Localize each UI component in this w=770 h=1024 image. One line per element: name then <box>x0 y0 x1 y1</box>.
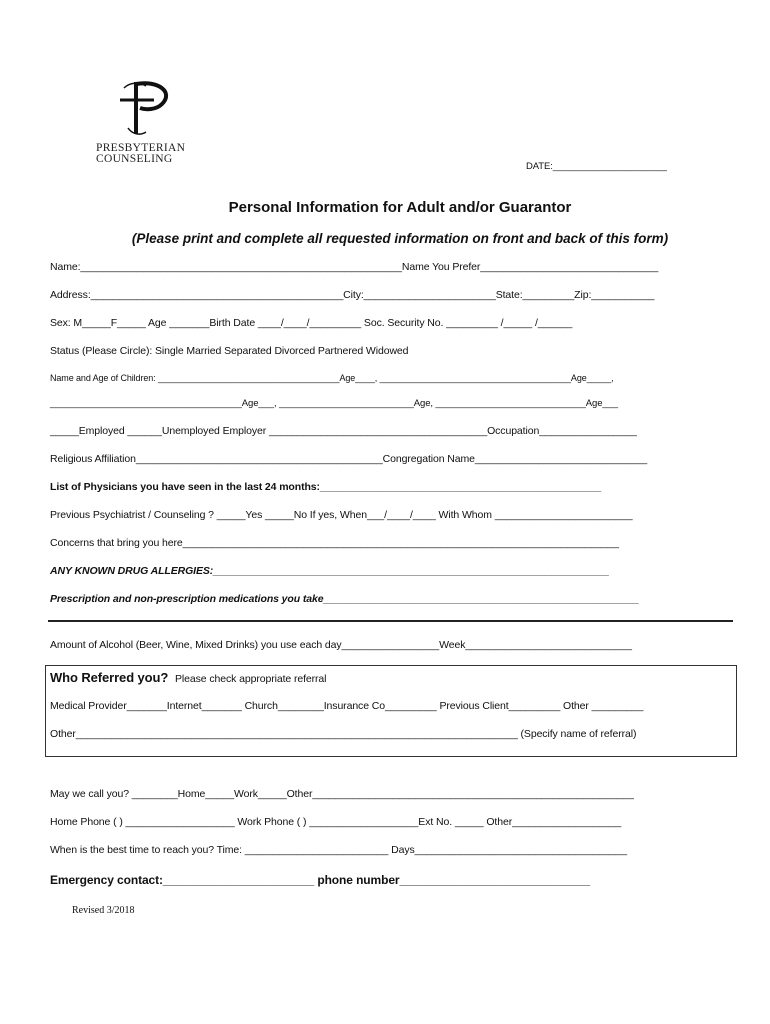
referral-heading: Who Referred you? <box>50 670 169 685</box>
logo <box>96 78 196 165</box>
referral-note: Please check appropriate referral <box>175 673 327 685</box>
best-time-line[interactable]: When is the best time to reach you? Time: _________________________ Days_____________________________________ <box>50 844 628 856</box>
alcohol-line[interactable]: Amount of Alcohol (Beer, Wine, Mixed Drinks) you use each day_________________Week_____________________________ <box>50 639 632 651</box>
children-line-1[interactable]: Name and Age of Children: _____________________________________Age____, _______________________________________Age_____, <box>50 373 614 383</box>
religious-line[interactable]: Religious Affiliation___________________________________________Congregation Name______________________________ <box>50 453 648 465</box>
form-title: Personal Information for Adult and/or Guarantor <box>228 199 572 216</box>
referral-options-line[interactable]: Medical Provider_______Internet_______ Church________Insurance Co_________ Previous Client_________ Other _________ <box>50 700 644 712</box>
section-divider <box>48 620 733 622</box>
prescription-line[interactable]: Prescription and non-prescription medications you take_______________________________________________________ <box>50 593 640 605</box>
cross-p-logo-icon <box>96 78 196 138</box>
emergency-contact-line[interactable]: Emergency contact:_______________________ phone number_____________________________ <box>50 873 591 887</box>
form-subtitle: (Please print and complete all requested information on front and back of this form) <box>131 231 669 246</box>
address-line[interactable]: Address:____________________________________________City:_______________________State:_________Zip:___________ <box>50 289 655 301</box>
revised-date: Revised 3/2018 <box>72 905 135 916</box>
children-line-2[interactable]: _____________________________________Age___, __________________________Age, _____________________________Age___ <box>50 398 618 409</box>
call-line[interactable]: May we call you? ________Home_____Work_____Other________________________________________________________ <box>50 788 634 800</box>
psychiatrist-line[interactable]: Previous Psychiatrist / Counseling ? _____Yes _____No If yes, When___/____/____ With Whom ________________________ <box>50 509 633 521</box>
phone-line[interactable]: Home Phone ( ) ___________________ Work Phone ( ) ___________________Ext No. _____ Other___________________ <box>50 816 622 828</box>
referral-other-line[interactable]: Other_____________________________________________________________________________ (Specify name of referral) <box>50 728 637 740</box>
date-field[interactable]: DATE:______________________ <box>526 161 667 172</box>
employment-line[interactable]: _____Employed ______Unemployed Employer ______________________________________Occupation_________________ <box>50 425 637 437</box>
logo-text-counseling: COUNSELING <box>96 153 173 165</box>
physicians-line[interactable]: List of Physicians you have seen in the last 24 months:_________________________________________________ <box>50 481 602 493</box>
allergies-line[interactable]: ANY KNOWN DRUG ALLERGIES:_____________________________________________________________________ <box>50 565 610 577</box>
sex-age-birth-ssn-line[interactable]: Sex: M_____F_____ Age _______Birth Date ____/____/_________ Soc. Security No. _________ /_____ /______ <box>50 317 573 329</box>
name-line[interactable]: Name:________________________________________________________Name You Prefer_______________________________ <box>50 261 659 273</box>
referral-header <box>50 670 326 685</box>
concerns-line[interactable]: Concerns that bring you here____________________________________________________________________________ <box>50 537 619 549</box>
status-line[interactable]: Status (Please Circle): Single Married Separated Divorced Partnered Widowed <box>50 345 409 357</box>
logo-text-presbyterian: PRESBYTERIAN <box>96 142 186 154</box>
